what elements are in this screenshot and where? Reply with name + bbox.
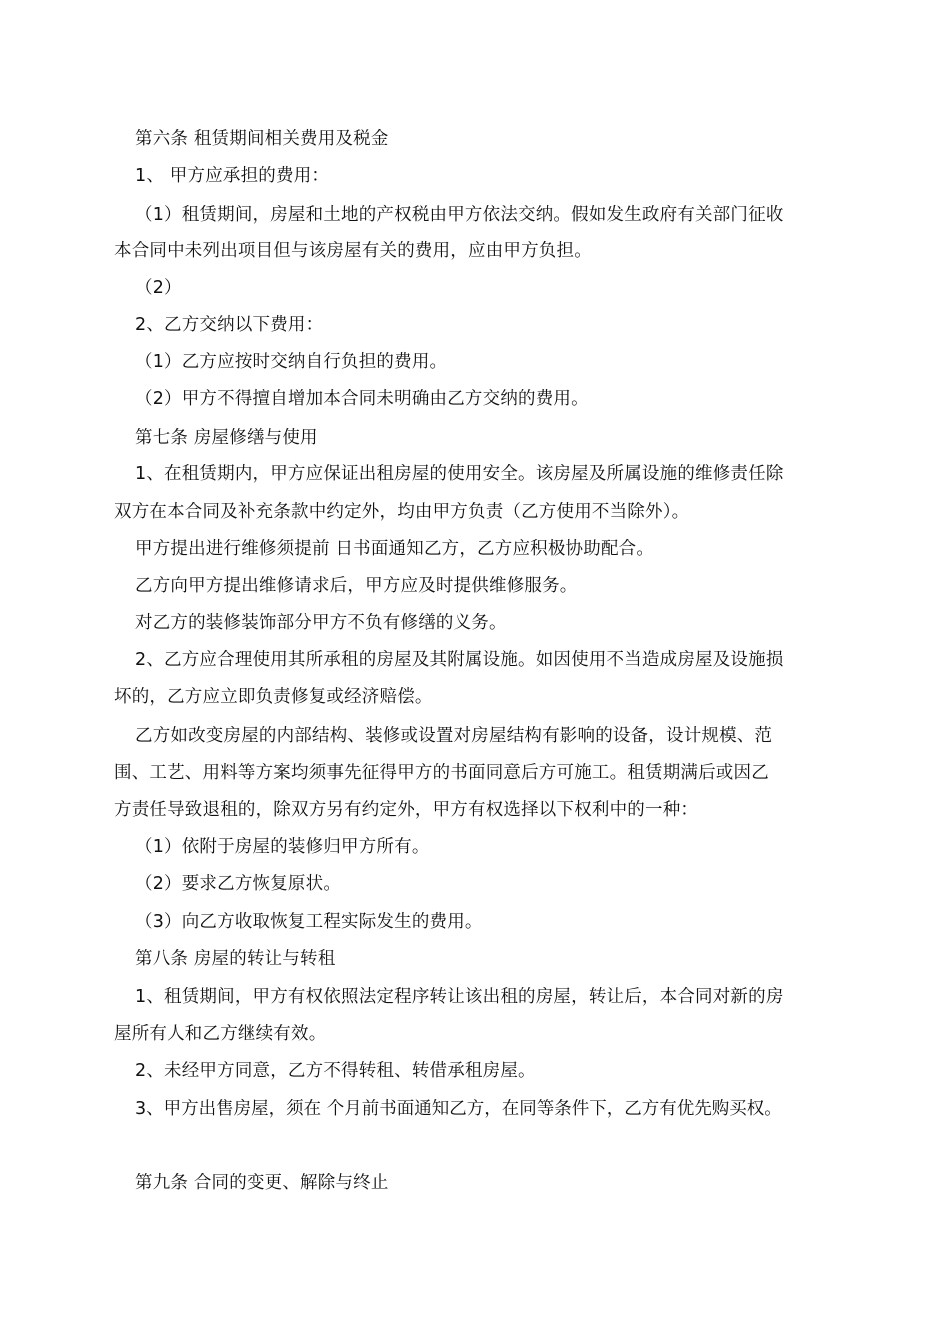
paragraph-line: （2） bbox=[135, 278, 182, 298]
paragraph-line: （1）依附于房屋的装修归甲方所有。 bbox=[135, 837, 430, 857]
paragraph-line: 方责任导致退租的，除双方另有约定外，甲方有权选择以下权利中的一种： bbox=[114, 800, 699, 820]
heading-article-8: 第八条 房屋的转让与转租 bbox=[135, 949, 336, 969]
paragraph-line: 屋所有人和乙方继续有效。 bbox=[114, 1024, 327, 1044]
paragraph-line: （2）甲方不得擅自增加本合同未明确由乙方交纳的费用。 bbox=[135, 389, 589, 409]
paragraph-line: （3）向乙方收取恢复工程实际发生的费用。 bbox=[135, 912, 483, 932]
paragraph-line: 2、乙方交纳以下费用： bbox=[135, 315, 324, 335]
paragraph-line: （1）租赁期间，房屋和土地的产权税由甲方依法交纳。假如发生政府有关部门征收 bbox=[135, 205, 784, 225]
paragraph-line: 本合同中未列出项目但与该房屋有关的费用，应由甲方负担。 bbox=[114, 241, 592, 261]
paragraph-line: 对乙方的装修装饰部分甲方不负有修缮的义务。 bbox=[135, 613, 507, 633]
paragraph-line: 甲方提出进行维修须提前 日书面通知乙方，乙方应积极协助配合。 bbox=[135, 539, 655, 559]
paragraph-line: 1、租赁期间，甲方有权依照法定程序转让该出租的房屋，转让后，本合同对新的房 bbox=[135, 987, 784, 1007]
paragraph-line: 2、乙方应合理使用其所承租的房屋及其附属设施。如因使用不当造成房屋及设施损 bbox=[135, 650, 784, 670]
paragraph-line: （2）要求乙方恢复原状。 bbox=[135, 874, 342, 894]
paragraph-line: 围、工艺、用料等方案均须事先征得甲方的书面同意后方可施工。租赁期满后或因乙 bbox=[114, 763, 769, 783]
paragraph-line: 1、在租赁期内，甲方应保证出租房屋的使用安全。该房屋及所属设施的维修责任除 bbox=[135, 464, 784, 484]
heading-article-6: 第六条 租赁期间相关费用及税金 bbox=[135, 129, 389, 149]
paragraph-line: 双方在本合同及补充条款中约定外，均由甲方负责（乙方使用不当除外）。 bbox=[114, 502, 690, 522]
paragraph-line: 坏的，乙方应立即负责修复或经济赔偿。 bbox=[114, 687, 433, 707]
paragraph-line: 乙方如改变房屋的内部结构、装修或设置对房屋结构有影响的设备，设计规模、范 bbox=[135, 726, 773, 746]
paragraph-line: 1、 甲方应承担的费用： bbox=[135, 166, 330, 186]
paragraph-line: 乙方向甲方提出维修请求后，甲方应及时提供维修服务。 bbox=[135, 576, 578, 596]
paragraph-line: 3、甲方出售房屋，须在 个月前书面通知乙方，在同等条件下，乙方有优先购买权。 bbox=[135, 1099, 782, 1119]
heading-article-7: 第七条 房屋修缮与使用 bbox=[135, 428, 318, 448]
paragraph-line: 2、未经甲方同意，乙方不得转租、转借承租房屋。 bbox=[135, 1061, 536, 1081]
heading-article-9: 第九条 合同的变更、解除与终止 bbox=[135, 1173, 389, 1193]
paragraph-line: （1）乙方应按时交纳自行负担的费用。 bbox=[135, 352, 448, 372]
